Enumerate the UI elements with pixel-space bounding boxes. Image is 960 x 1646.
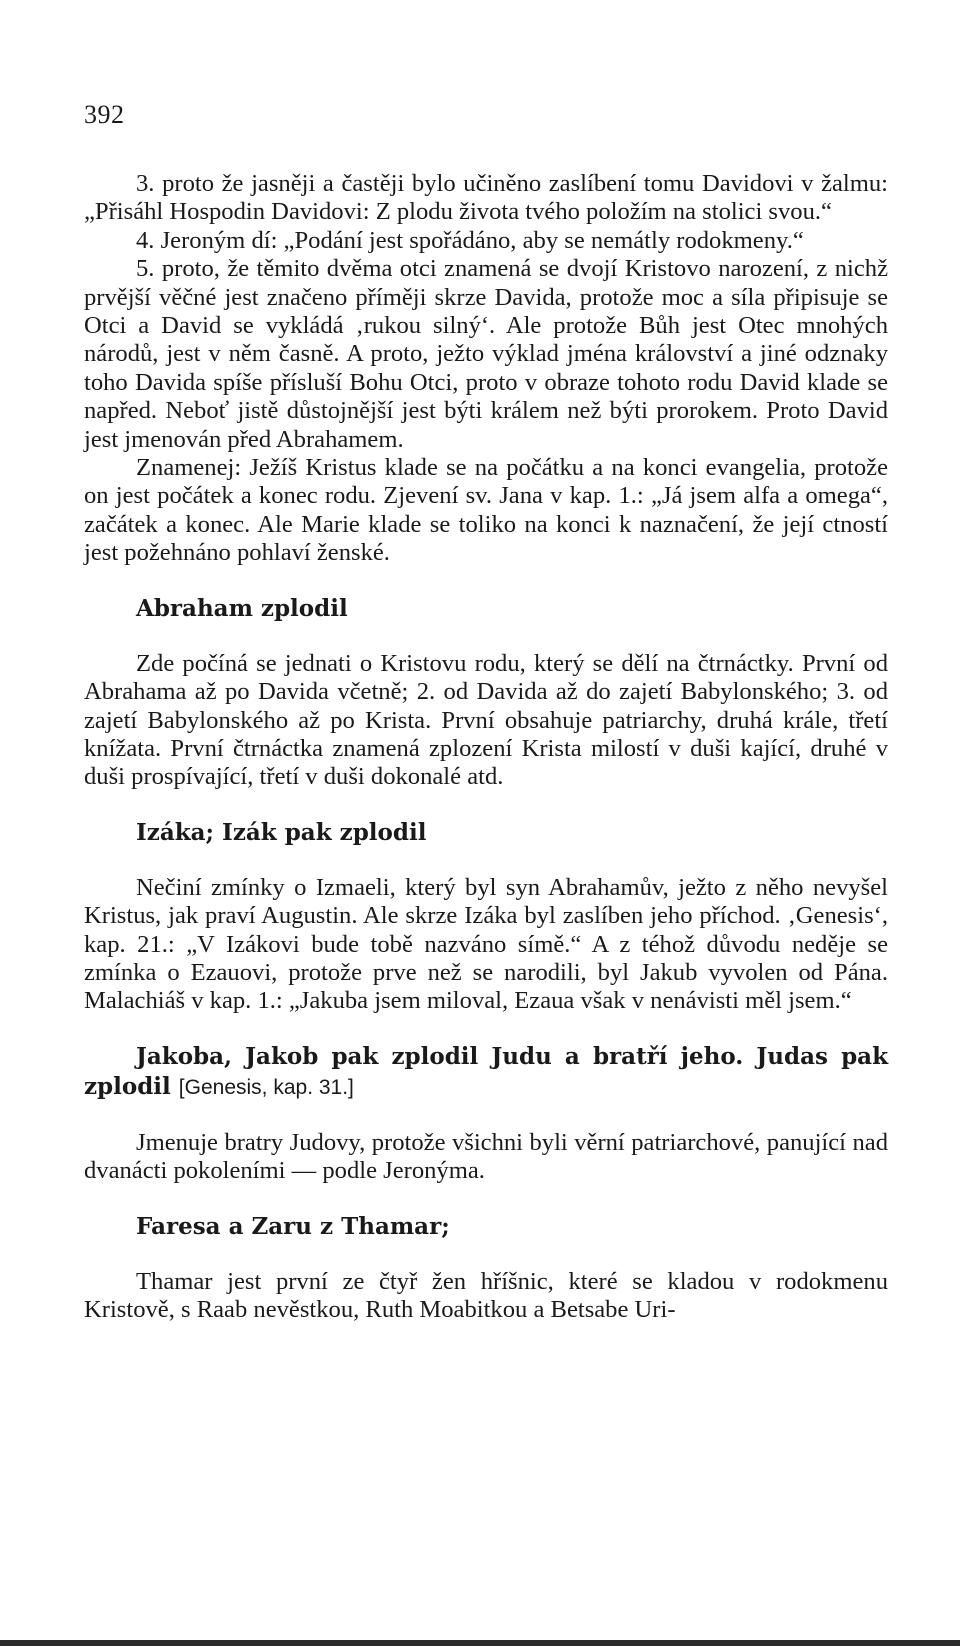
paragraph-abraham: Zde počíná se jednati o Kristovu rodu, který se dělí na čtrnáctky. První od Abrahama až po Davida včetně; 2. od Davida až do zajetí Babylonského; 3. od zajetí Babylonského až po Krista. První obsahuje patriarchy, druhá krále, třetí knížata. První čtrnáctka znamená zplození Krista milostí v duši kající, druhé v duši prospívající, třetí v duši dokonalé atd. (84, 649, 888, 791)
paragraph-jakoba: Jmenuje bratry Judovy, protože všichni byli věrní patriarchové, panující nad dvanácti pokoleními — podle Jeronýma. (84, 1128, 888, 1185)
heading-jakoba-reference: [Genesis, kap. 31.] (178, 1075, 354, 1099)
paragraph-point-4: 4. Jeroným dí: „Podání jest spořádáno, aby se nemátly rodokmeny.“ (136, 226, 804, 254)
paragraph-point-3: 3. proto že jasněji a častěji bylo učiněno zaslíbení tomu Davidovi v žalmu: „Přisáhl Hospodin Davidovi: Z plodu života tvého položím na stolici svou.“ (84, 170, 888, 226)
heading-faresa: Faresa a Zaru z Thamar; (136, 1212, 450, 1240)
heading-izaka: Izáka; Izák pak zplodil (136, 818, 427, 846)
bottom-edge-bar (0, 1640, 960, 1646)
heading-jakoba-text: Jakoba, Jakob pak zplodil Judu a bratří jeho. Judas pak zplodil (84, 1042, 888, 1100)
paragraph-znamenej: Znamenej: Ježíš Kristus klade se na počátku a na konci evangelia, protože on jest počátek a konec rodu. Zjevení sv. Jana v kap. 1.: „Já jsem alfa a omega“, začátek a konec. Ale Marie klade se toliko na konci k naznačení, že její ctností jest požehnáno pohlaví ženské. (84, 454, 888, 567)
heading-abraham: Abraham zplodil (136, 594, 348, 622)
paragraph-point-5: 5. proto, že těmito dvěma otci znamená se dvojí Kristovo narození, z nichž prvější věčné jest značeno příměji skrze Davida, protože moc a síla připisuje se Otci a David se vykládá ‚rukou silný‘. Ale protože Bůh jest Otec mnohých národů, jest v něm časně. A proto, ježto výklad jména království a jiné odznaky toho Davida spíše přísluší Bohu Otci, proto v obraze tohoto rodu David klade se napřed. Neboť jistě důstojnější jest býti králem než býti prorokem. Proto David jest jmenován před Abrahamem. (84, 255, 888, 453)
page-body (84, 170, 888, 1324)
heading-jakoba (84, 1042, 888, 1103)
paragraph-izaka: Nečiní zmínky o Izmaeli, který byl syn Abrahamův, ježto z něho nevyšel Kristus, jak praví Augustin. Ale skrze Izáka byl zaslíben jeho příchod. ‚Genesis‘, kap. 21.: „V Izákovi bude tobě nazváno símě.“ A z téhož důvodu neděje se zmínka o Ezauovi, protože prve než se narodili, byl Jakub vyvolen od Pána. Malachiáš v kap. 1.: „Jakuba jsem miloval, Ezaua však v nenávisti měl jsem.“ (84, 873, 888, 1015)
page-number: 392 (84, 100, 125, 129)
paragraph-faresa: Thamar jest první ze čtyř žen hříšnic, které se kladou v rodokmenu Kristově, s Raab nevěstkou, Ruth Moabitkou a Betsabe Uri- (84, 1267, 888, 1323)
